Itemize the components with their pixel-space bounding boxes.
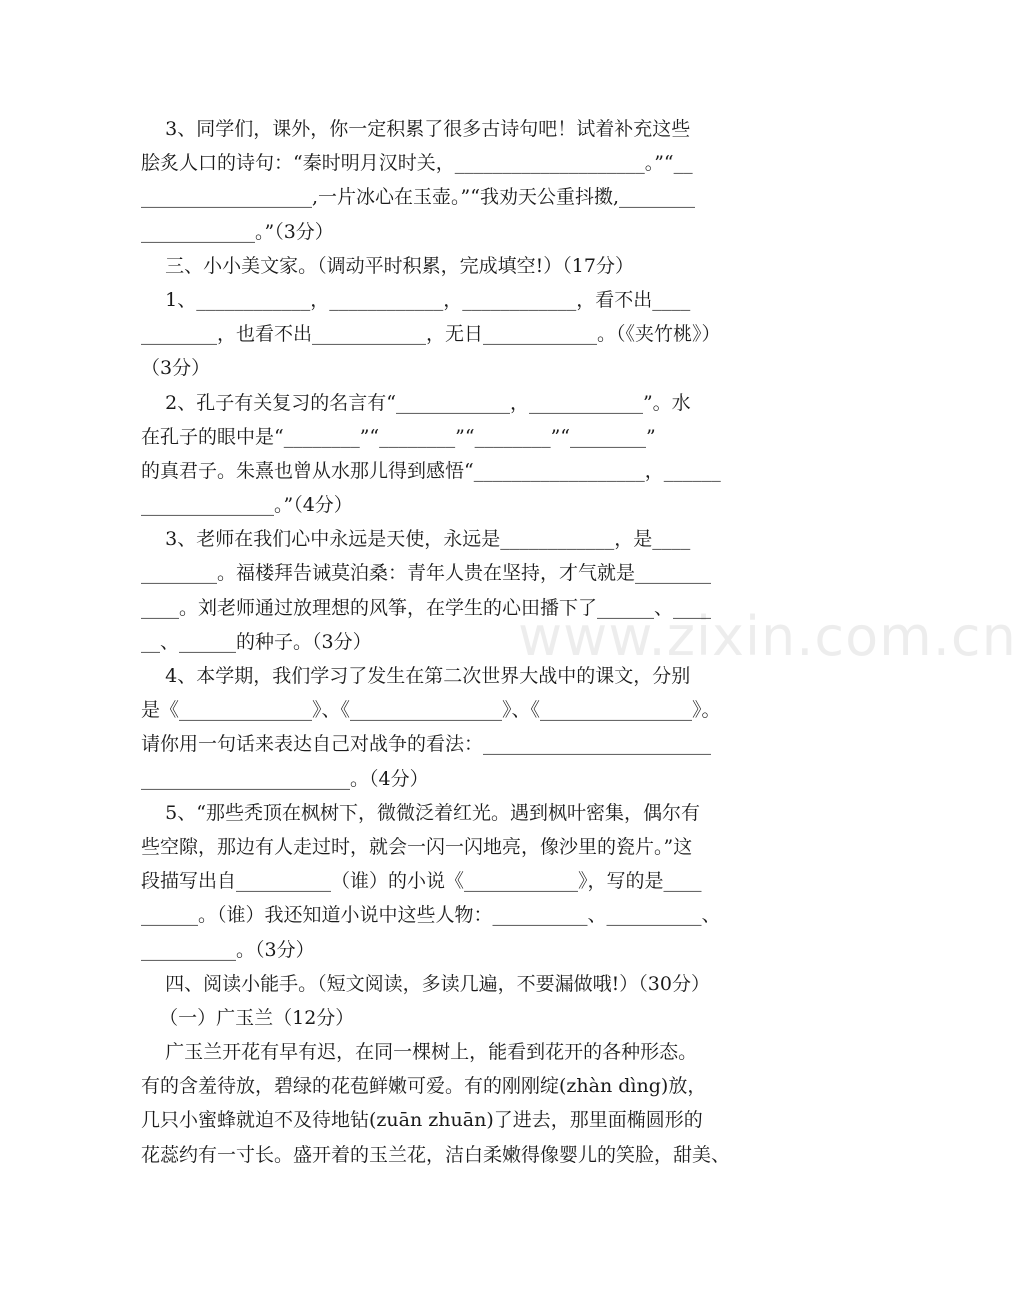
text-line: 4、本学期，我们学习了发生在第二次世界大战中的课文，分别	[141, 665, 691, 687]
text-line: ________，也看不出____________，无日____________。（《夹竹桃》）	[141, 323, 721, 346]
text-line: 在孔子的眼中是“________”“________”“________”“________”	[141, 425, 656, 448]
document-body	[141, 112, 784, 1172]
text-line: __、______的种子。（3分）	[141, 630, 372, 653]
text-line: ____。刘老师通过放理想的风筝，在学生的心田播下了______、____	[141, 596, 712, 619]
text-line: 2、孔子有关复习的名言有“____________，____________”。水	[141, 391, 691, 414]
subsection-heading: （一）广玉兰（12分）	[141, 1006, 355, 1029]
text-line: 广玉兰开花有早有迟，在同一棵树上，能看到花开的各种形态。	[141, 1041, 698, 1064]
text-line: 段描写出自__________（谁）的小说《____________》，写的是____	[141, 870, 702, 893]
text-line: ______________________。（4分）	[141, 767, 429, 790]
text-line: 3、老师在我们心中永远是天使，永远是____________，是____	[141, 528, 691, 551]
text-line: 的真君子。朱熹也曾从水那儿得到感悟“__________________，______	[141, 459, 721, 482]
text-line: 5、“那些秃顶在枫树下，微微泛着红光。遇到枫叶密集，偶尔有	[141, 801, 700, 824]
text-line: 1、____________，____________，____________，看不出____	[141, 288, 691, 311]
text-line: 请你用一句话来表达自己对战争的看法：________________________	[141, 733, 712, 756]
text-line: 几只小蜜蜂就迫不及待地钻(zuān zhuān)了进去，那里面椭圆形的	[141, 1109, 703, 1132]
text-line: ______________。”（4分）	[141, 494, 353, 517]
text-line: （3分）	[141, 357, 211, 380]
section-heading: 三、小小美文家。（调动平时积累，完成填空!）（17分）	[141, 254, 634, 277]
text-line: ______。（谁）我还知道小说中这些人物：__________、__________、	[141, 904, 721, 927]
text-line: 花蕊约有一寸长。盛开着的玉兰花，洁白柔嫩得像婴儿的笑脸，甜美、	[141, 1143, 731, 1166]
text-line: 有的含羞待放，碧绿的花苞鲜嫩可爱。有的刚刚绽(zhàn dìng)放，	[141, 1075, 707, 1098]
text-line: __________。（3分）	[141, 938, 315, 961]
watermark: www.zixin.com.cn	[518, 605, 1017, 668]
text-line: 3、同学们，课外，你一定积累了很多古诗句吧！试着补充这些	[141, 118, 691, 140]
text-line: __________________,一片冰心在玉壶。”“我劝天公重抖擞,________	[141, 186, 696, 209]
text-line: 是《______________》、《________________》、《________________》。	[141, 699, 721, 722]
text-line: 些空隙，那边有人走过时，就会一闪一闪地亮，像沙里的瓷片。”这	[141, 835, 693, 858]
text-line: 脍炙人口的诗句：“秦时明月汉时关，____________________。”“__	[141, 152, 693, 175]
text-line: ________。福楼拜告诫莫泊桑：青年人贵在坚持，才气就是________	[141, 562, 712, 585]
text-line: ____________。”（3分）	[141, 220, 334, 243]
section-heading: 四、阅读小能手。（短文阅读，多读几遍，不要漏做哦!）（30分）	[141, 972, 710, 995]
